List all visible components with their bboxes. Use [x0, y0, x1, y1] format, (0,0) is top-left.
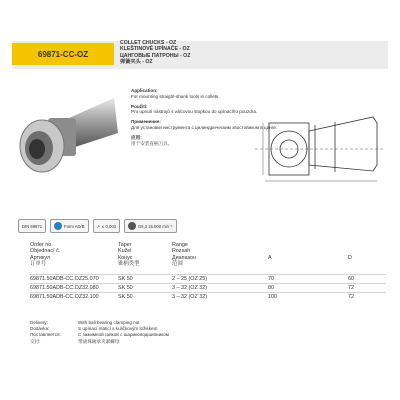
delivery-row: [30, 339, 169, 345]
title-en: COLLET CHUCKS - OZ: [120, 40, 177, 46]
application-label: 应用:: [131, 134, 142, 140]
runout-text: ≤ 0,003: [102, 223, 116, 229]
col-taper: [118, 242, 140, 268]
delivery-label: 交付:: [30, 338, 41, 344]
cell-d: 72: [348, 294, 354, 300]
table-row: [30, 292, 386, 301]
technical-drawing: [255, 95, 390, 195]
product-table: [30, 242, 386, 301]
table-header: [30, 242, 386, 274]
col-order-cn: 订单号: [30, 261, 47, 268]
col-taper-cn: 锥柄类型: [118, 261, 140, 268]
cell-a: 70: [268, 276, 274, 282]
cell-d: 72: [348, 285, 354, 291]
title-cn: 弹簧夹头 - OZ: [120, 59, 153, 66]
delivery-value: 带滚珠轴承夹紧螺母: [78, 338, 120, 344]
col-range-cz: Rozsah: [172, 248, 191, 255]
col-range: [172, 242, 196, 268]
cell-order: 69871.50ADB-CC.OZ25.070: [30, 276, 99, 282]
col-taper-en: Taper: [118, 242, 132, 248]
application-text: Для установки инструмента с цилиндрическим хвостовиком в цанге.: [131, 124, 278, 130]
standard-chip: [18, 219, 46, 233]
col-range-ru: Диапазон: [172, 254, 196, 261]
cell-a: 80: [268, 285, 274, 291]
cell-taper: SK 50: [118, 276, 133, 282]
col-order-en: Order no.: [30, 242, 53, 248]
col-taper-ru: Конус: [118, 254, 133, 261]
application-text: For mounting straight-shank tools in collets.: [131, 93, 220, 99]
cell-order: 69871.50ADB-CC.OZ32.080: [30, 285, 99, 291]
cell-d: 60: [348, 276, 354, 282]
cell-taper: SK 50: [118, 285, 133, 291]
col-order: [30, 242, 60, 268]
cell-taper: SK 50: [118, 294, 133, 300]
delivery-info: [30, 320, 169, 345]
col-taper-cz: Kužel: [118, 248, 132, 255]
arrow-icon: ↗: [96, 223, 101, 229]
cell-range: 2 – 25 (OZ 25): [172, 276, 208, 282]
product-code: 69871-CC-OZ: [12, 43, 114, 65]
col-order-cz: Objednací č.: [30, 248, 61, 255]
col-order-ru: Артикул: [30, 254, 51, 261]
form-chip: [50, 219, 88, 233]
title-ru: ЦАНГОВЫЕ ПАТРОНЫ - OZ: [120, 52, 191, 59]
cell-range: 3 – 32 (OZ 32): [172, 294, 208, 300]
col-d: D: [348, 255, 352, 261]
table-row: [30, 283, 386, 292]
balance-chip: [124, 219, 177, 233]
runout-chip: [93, 219, 120, 233]
col-range-cn: 范围: [172, 261, 183, 268]
col-range-en: Range: [172, 242, 188, 248]
application-text: 用于安装直柄刀具。: [131, 140, 173, 146]
delivery-label: Dodávka:: [30, 326, 50, 332]
delivery-value: С зажимной гайкой с шарикоподшипником: [78, 332, 169, 338]
balance-text: G6,3 15.000 min⁻¹: [137, 223, 173, 229]
application-text: Pro upnutí nástrojů s válcovou stopkou do upínacího pouzdra.: [131, 109, 258, 115]
cell-a: 100: [268, 294, 277, 300]
title-cz: KLEŠTINOVÉ UPÍNAČE - OZ: [120, 46, 190, 53]
cell-range: 3 – 32 (OZ 32): [172, 285, 208, 291]
cell-order: 69871.50ADB-CC.OZ32.100: [30, 294, 99, 300]
product-titles: [120, 40, 190, 66]
delivery-label: Delivery:: [30, 320, 48, 325]
form-text: Form AD/B: [64, 223, 85, 229]
table-row: [30, 274, 386, 283]
drop-icon: [54, 222, 62, 230]
delivery-value: S upínací maticí s kuličkovým ložiskem: [78, 326, 158, 332]
tool-photo: [14, 78, 124, 188]
application-label: Použití:: [131, 103, 148, 109]
standard-text: DIN 69871: [22, 223, 43, 229]
spec-chips: [18, 219, 177, 233]
delivery-value: With ball bearing clamping nut: [78, 320, 140, 325]
delivery-label: Поставляется:: [30, 332, 61, 338]
col-a: A: [268, 255, 272, 261]
application-label: Application:: [131, 88, 158, 93]
application-label: Применение:: [131, 119, 161, 125]
balance-icon: [128, 222, 136, 230]
